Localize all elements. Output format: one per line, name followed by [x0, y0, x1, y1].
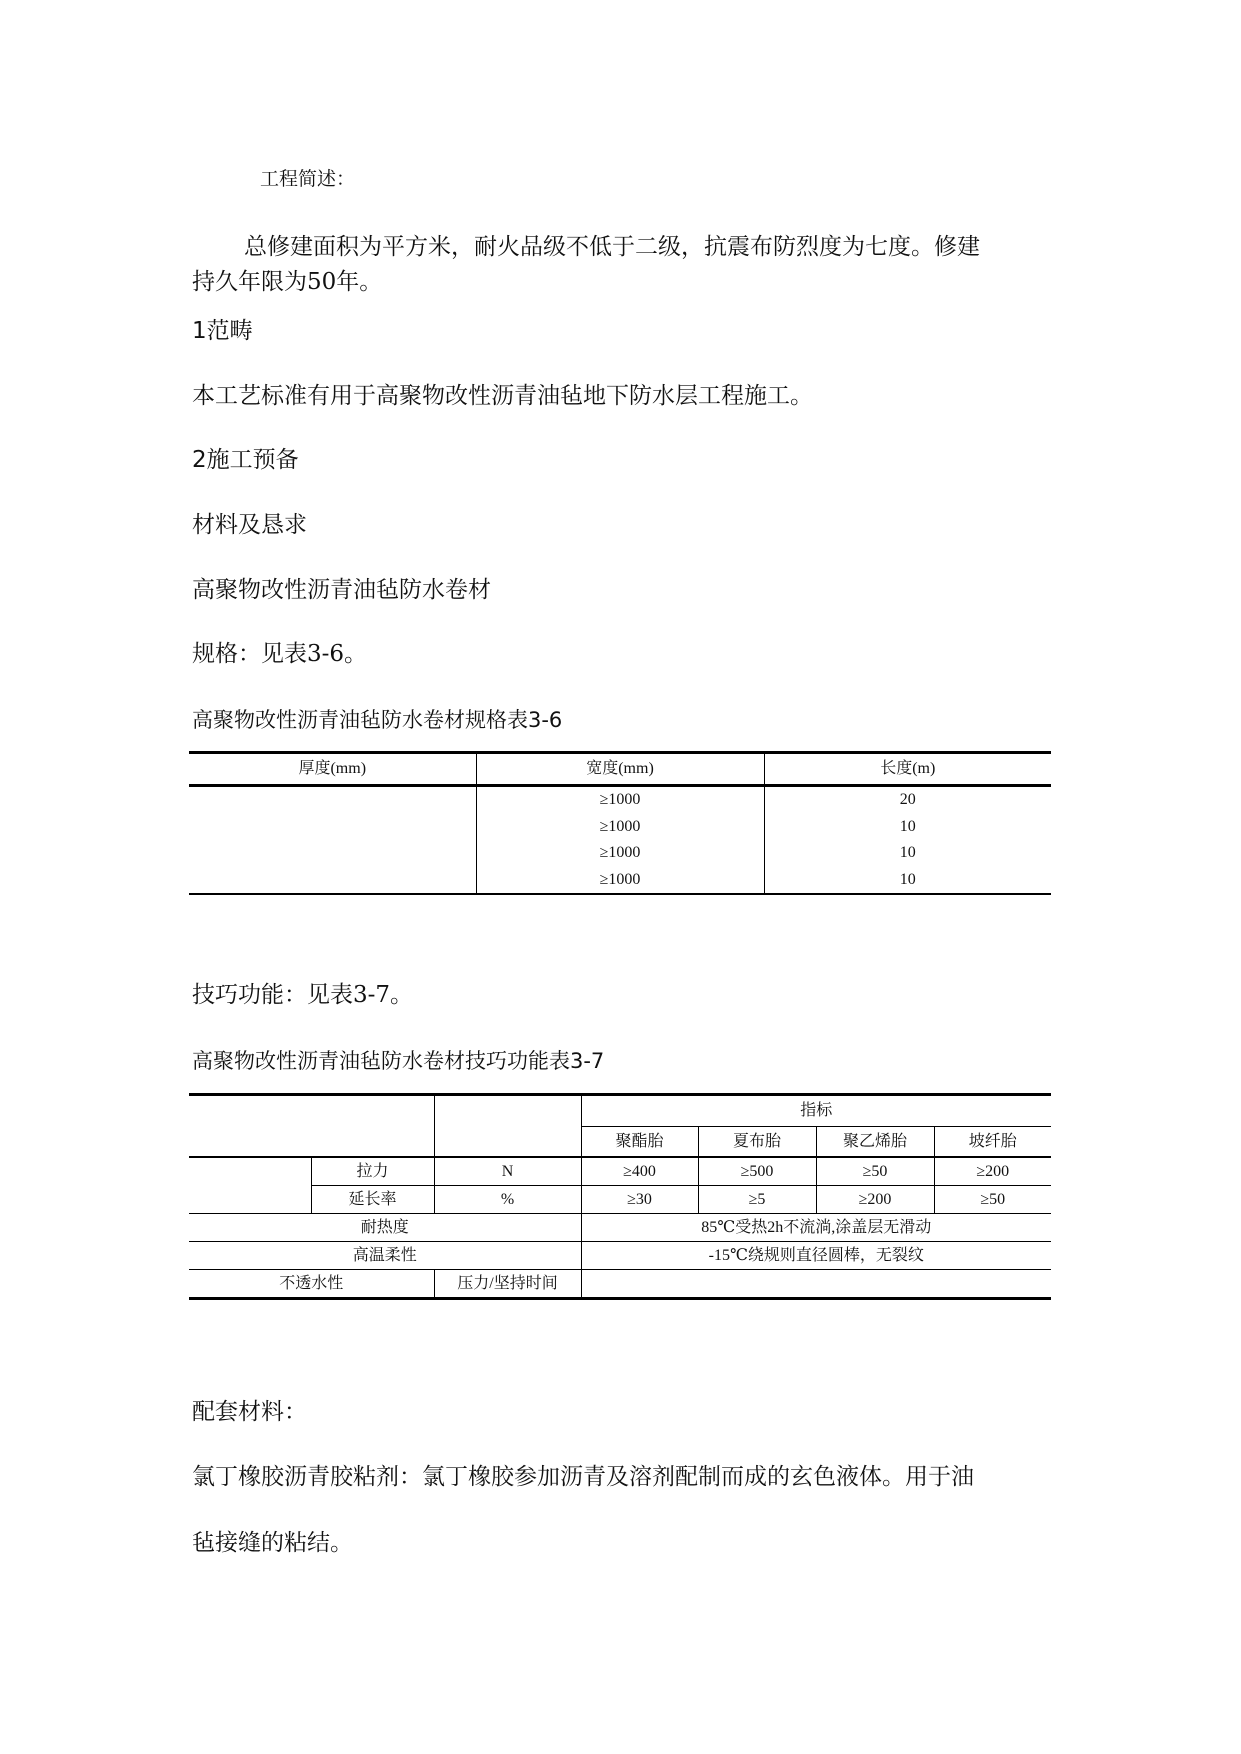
- cell-length: 10: [764, 840, 1051, 867]
- impermeability-label: 不透水性: [279, 1275, 344, 1292]
- cell-length: 20: [764, 786, 1051, 814]
- cell-thickness: [189, 786, 476, 814]
- spec-table-header-row: [189, 753, 1051, 786]
- table-row: [189, 1157, 1051, 1186]
- perf-table: [189, 1093, 1051, 1300]
- scope-text: 本工艺标准有用于高聚物改性沥青油毡地下防水层工程施工。: [192, 383, 813, 409]
- intro-label: 工程简述：: [260, 168, 356, 190]
- index-header: 指标: [581, 1095, 1051, 1127]
- perf-table-title: 高聚物改性沥青油毡防水卷材技巧功能表3-7: [192, 1049, 605, 1073]
- elongation-unit: %: [434, 1186, 581, 1214]
- summary-line-1: 总修建面积为平方米，耐火品级不低于二级，抗震布防烈度为七度。修建: [244, 234, 980, 260]
- summary-line-2: 持久年限为50年。: [192, 269, 383, 295]
- spec-table-title: 高聚物改性沥青油毡防水卷材规格表3-6: [192, 708, 563, 732]
- heat-label: 耐热度: [189, 1214, 581, 1242]
- elongation-polyethylene: ≥200: [816, 1186, 934, 1214]
- section-1-heading: 1范畴: [192, 318, 253, 344]
- tension-glassfiber: ≥200: [934, 1157, 1051, 1186]
- header-length: 长度(m): [764, 753, 1051, 786]
- elongation-polyester: ≥30: [581, 1186, 698, 1214]
- cell-width: ≥1000: [476, 867, 764, 895]
- subheader-linen: 夏布胎: [698, 1127, 816, 1158]
- subheader-glassfiber: 坡纤胎: [934, 1127, 1051, 1158]
- heat-value: 85℃受热2h不流淌,涂盖层无滑动: [581, 1214, 1051, 1242]
- glue-line-2: 毡接缝的粘结。: [192, 1530, 353, 1556]
- spec-table: [189, 751, 1051, 895]
- cell-length: 10: [764, 814, 1051, 841]
- cell-length: 10: [764, 867, 1051, 895]
- table-row: [189, 867, 1051, 895]
- cell-width: ≥1000: [476, 786, 764, 814]
- subheader-polyethylene: 聚乙烯胎: [816, 1127, 934, 1158]
- spec-reference: 规格：见表3-6。: [192, 641, 368, 667]
- table-row: [189, 1242, 1051, 1270]
- cell-thickness: [189, 867, 476, 895]
- table-row: [189, 1186, 1051, 1214]
- tension-polyester: ≥400: [581, 1157, 698, 1186]
- glue-line-1: 氯丁橡胶沥青胶粘剂：氯丁橡胶参加沥青及溶剂配制而成的玄色液体。用于油: [192, 1464, 974, 1490]
- elongation-linen: ≥5: [698, 1186, 816, 1214]
- table-row: [189, 1214, 1051, 1242]
- materials-heading: 材料及恳求: [192, 512, 307, 538]
- tension-label: 拉力: [311, 1157, 434, 1186]
- tension-unit: N: [434, 1157, 581, 1186]
- empty-header-cell: [189, 1095, 434, 1158]
- aux-materials-heading: 配套材料：: [192, 1399, 307, 1425]
- table-row: [189, 814, 1051, 841]
- perf-header-row: [189, 1095, 1051, 1127]
- flex-value: -15℃绕规则直径圆棒，无裂纹: [581, 1242, 1051, 1270]
- table-row: [189, 840, 1051, 867]
- cell-thickness: [189, 840, 476, 867]
- elongation-glassfiber: ≥50: [934, 1186, 1051, 1214]
- elongation-label: 延长率: [311, 1186, 434, 1214]
- empty-group-cell: [189, 1157, 311, 1214]
- header-width: 宽度(mm): [476, 753, 764, 786]
- table-row: [189, 786, 1051, 814]
- membrane-heading: 高聚物改性沥青油毡防水卷材: [192, 577, 491, 603]
- section-2-heading: 2施工预备: [192, 447, 299, 473]
- cell-thickness: [189, 814, 476, 841]
- impermeability-unit: 压力/坚持时间: [434, 1270, 581, 1299]
- perf-reference: 技巧功能：见表3-7。: [192, 982, 414, 1008]
- cell-width: ≥1000: [476, 814, 764, 841]
- empty-unit-header-cell: [434, 1095, 581, 1158]
- cell-width: ≥1000: [476, 840, 764, 867]
- table-row: [189, 1270, 1051, 1299]
- tension-polyethylene: ≥50: [816, 1157, 934, 1186]
- flex-label: 高温柔性: [189, 1242, 581, 1270]
- subheader-polyester: 聚酯胎: [581, 1127, 698, 1158]
- header-thickness: 厚度(mm): [189, 753, 476, 786]
- tension-linen: ≥500: [698, 1157, 816, 1186]
- impermeability-value: [581, 1270, 1051, 1299]
